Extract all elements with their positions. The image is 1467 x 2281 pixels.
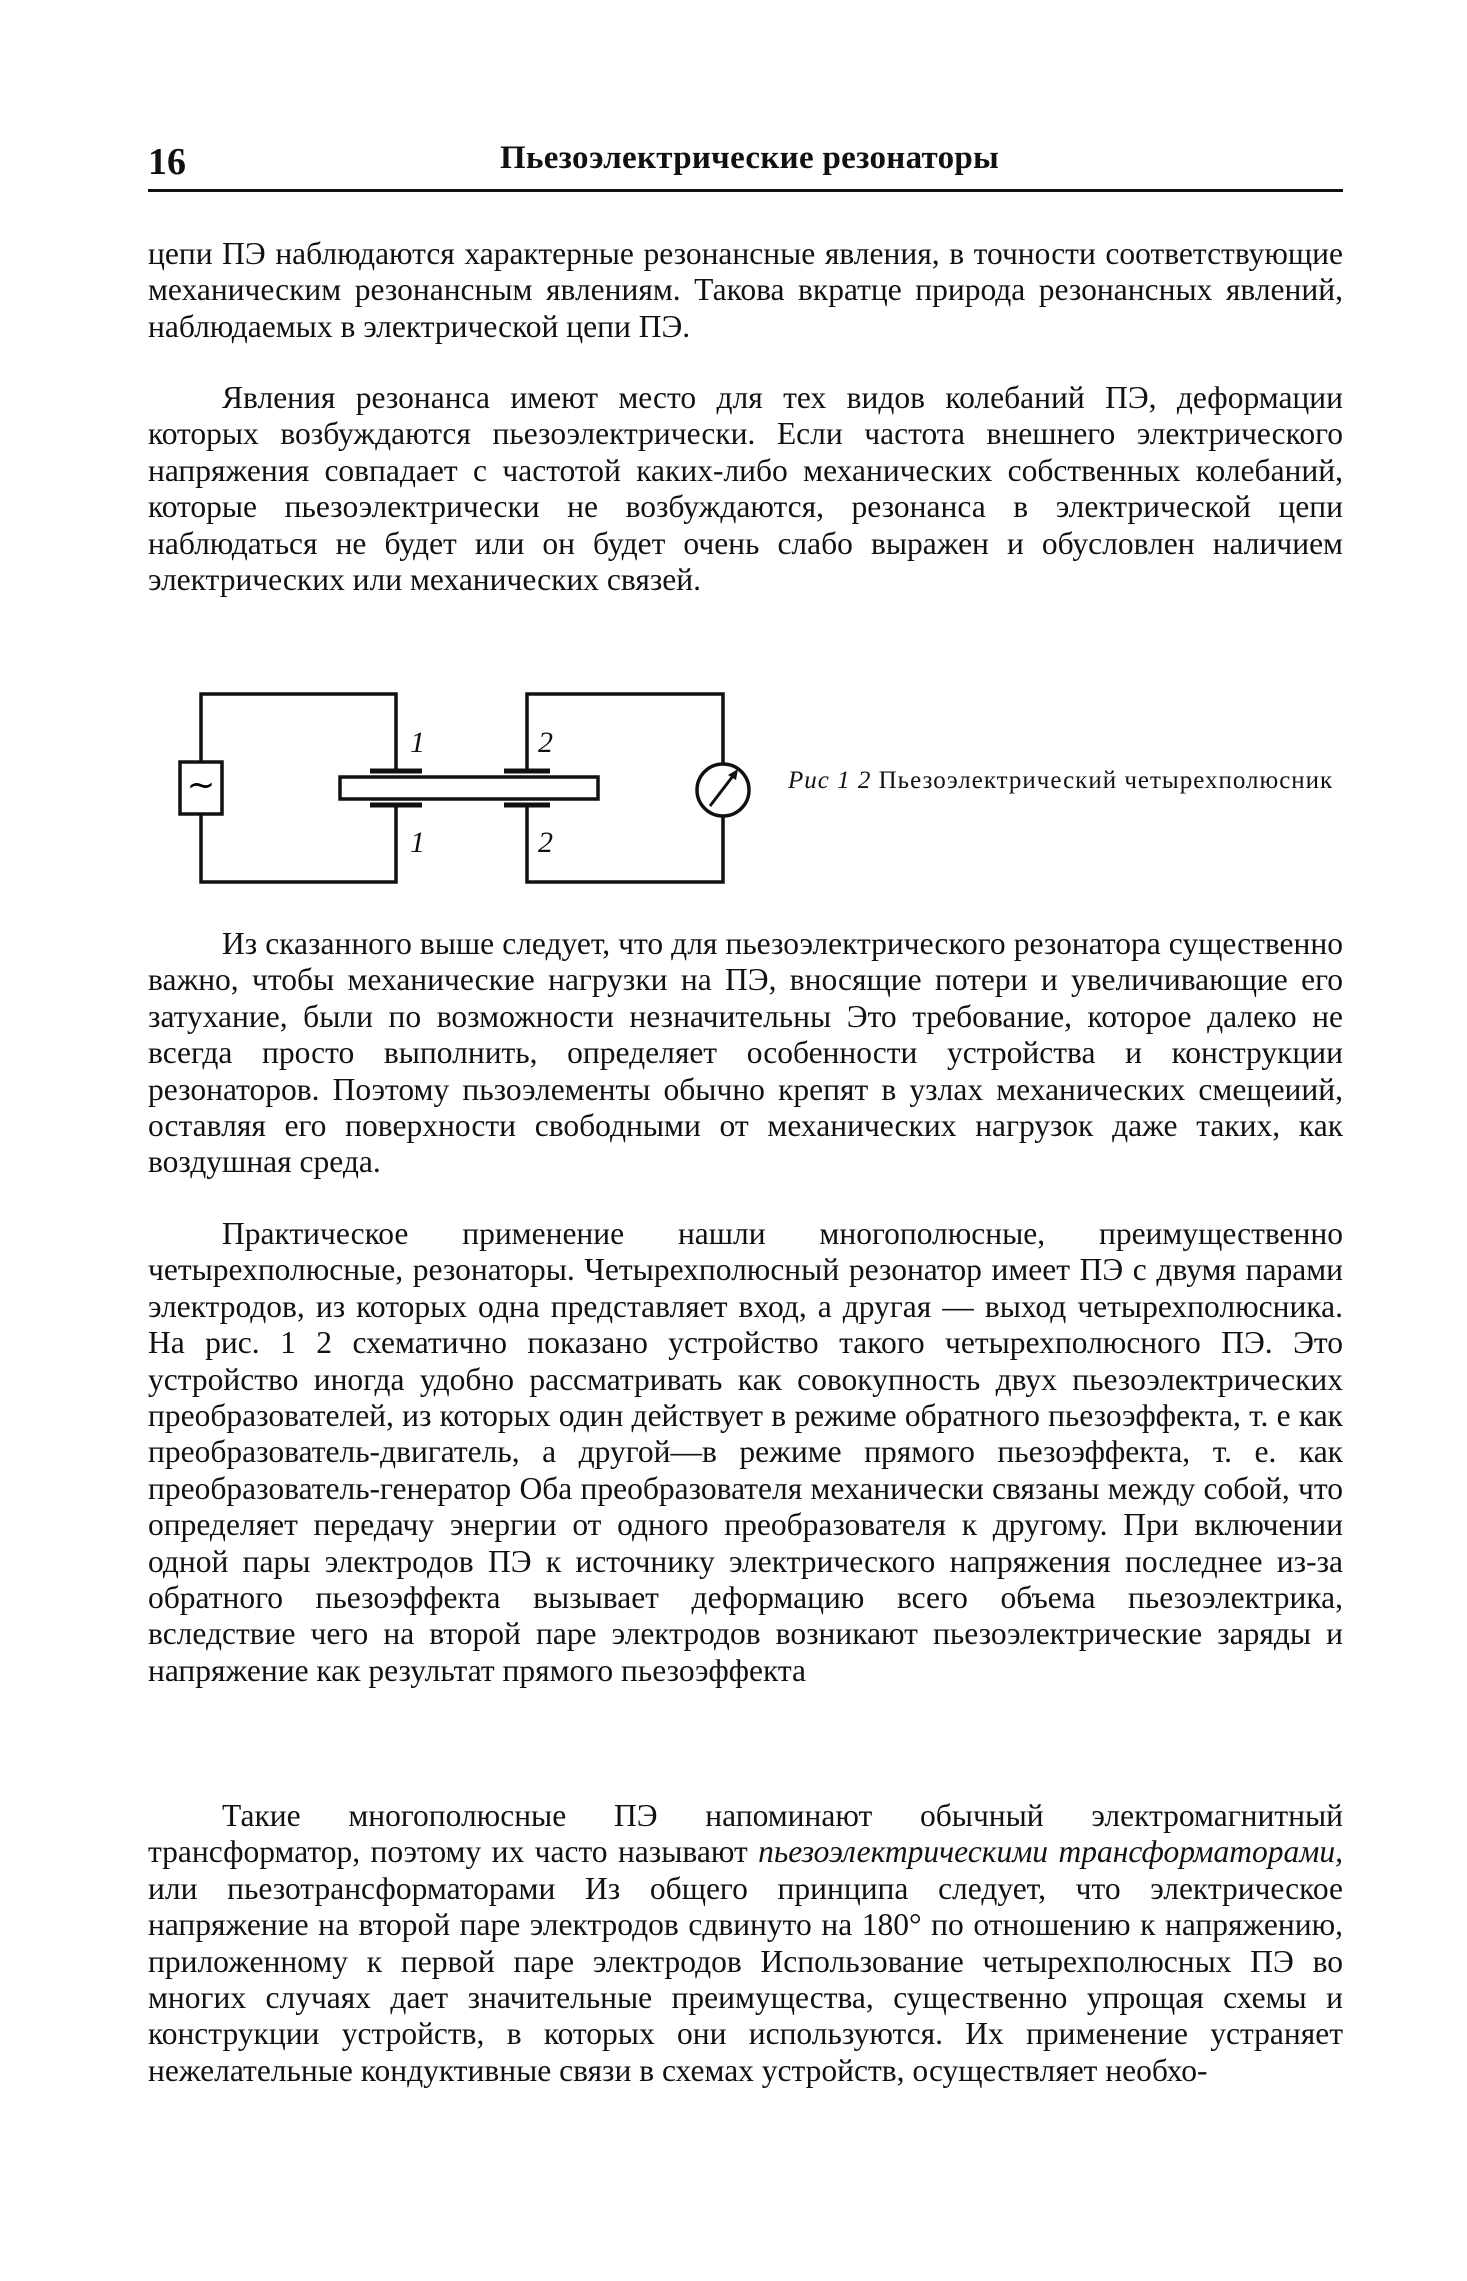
page-number: 16 bbox=[148, 141, 186, 183]
running-title: Пьезоэлектрические резонаторы bbox=[500, 140, 1000, 176]
label-bottom-left: 1 bbox=[410, 826, 425, 859]
figure-caption bbox=[788, 767, 1343, 795]
paragraph-5 bbox=[148, 1798, 1343, 2089]
paragraph-2: Явления резонанса имеют место для тех видов колебаний ПЭ, деформации которых возбуждаются пьезоэлектрически. Если частота внешнего электрического напряжения совпадает с частотой каких-либо механических собственных колебаний, которые пьезоэлектрически не возбуждаются, резонанса в электрической цепи наблюдаться не будет или он будет очень слабо выражен и обусловлен наличием электрических или механических связей. bbox=[148, 380, 1343, 598]
left-top-wire bbox=[201, 694, 396, 769]
label-bottom-right: 2 bbox=[538, 826, 553, 859]
piezo-element bbox=[340, 777, 598, 799]
right-bottom-wire bbox=[527, 807, 723, 882]
source-symbol: ~ bbox=[186, 765, 216, 805]
circuit-figure bbox=[170, 684, 770, 894]
right-top-wire bbox=[527, 694, 723, 769]
paragraph-4: Практическое применение нашли многополюсные, преимущественно четырехполюсные, резонаторы. Четырехполюсный резонатор имеет ПЭ с двумя парами электродов, из которых одна представляет вход, а другая — выход четырехполюсника. На рис. 1 2 схематично показано устройство такого четырехполюсного ПЭ. Это устройство иногда удобно рассматривать как совокупность двух пьезоэлектрических преобразователей, из которых один действует в режиме обратного пьезоэффекта, т. е как преобразователь-двигатель, а другой—в режиме прямого пьезоэффекта, т. е. как преобразователь-генератор Оба преобразователя механически связаны между собой, что определяет передачу энергии от одного преобразователя к другому. При включении одной пары электродов ПЭ к источнику электрического напряжения последнее из-за обратного пьезоэффекта вызывает деформацию всего объема пьезоэлектрика, вследствие чего на второй паре электродов возникают пьезоэлектрические заряды и напряжение как результат прямого пьезоэффекта bbox=[148, 1216, 1343, 1688]
paragraph-5-start: Такие многополюсные ПЭ напоминают обычный электромагнитный трансформатор, поэтому их часто называют bbox=[148, 1798, 1343, 1870]
paragraph-3: Из сказанного выше следует, что для пьезоэлектрического резонатора существенно важно, чтобы механические нагрузки на ПЭ, вносящие потери и увеличивающие его затухание, были по возможности незначительны Это требование, которое далеко не всегда просто выполнить, определяет особенности устройства и конструкции резонаторов. Поэтому пьзоэлементы обычно крепят в узлах механических смещеиий, оставляя его поверхности свободными от механических нагрузок даже таких, как воздушная среда. bbox=[148, 926, 1343, 1180]
circuit-diagram bbox=[170, 684, 770, 894]
paragraph-1: цепи ПЭ наблюдаются характерные резонансные явления, в точности соответствующие механическим резонансным явлениям. Такова вкратце природа резонансных явлений, наблюдаемых в электрической цепи ПЭ. bbox=[148, 236, 1343, 344]
left-bottom-wire bbox=[201, 807, 396, 882]
label-top-left: 1 bbox=[410, 726, 425, 759]
header-rule bbox=[148, 189, 1343, 192]
caption-text: Пьезоэлектрический четырехполюсник bbox=[871, 767, 1334, 794]
paragraph-5-italic-term: пьезоэлектрическими трансформаторами, bbox=[758, 1834, 1343, 1870]
label-top-right: 2 bbox=[538, 726, 553, 759]
caption-label: Рис 1 2 bbox=[788, 767, 872, 794]
paragraph-5-end: или пьезотрансформаторами Из общего принципа следует, что электрическое напряжение на второй паре электродов сдвинуто на 180° по отношению к напряжению, приложенному к первой паре электродов Использование четырехполюсных ПЭ во многих случаях дает значительные преимущества, существенно упрощая схемы и конструкции устройств, в которых они используются. Их применение устраняет нежелательные кондуктивные связи в схемах устройств, осуществляет необхо- bbox=[148, 1870, 1343, 2088]
